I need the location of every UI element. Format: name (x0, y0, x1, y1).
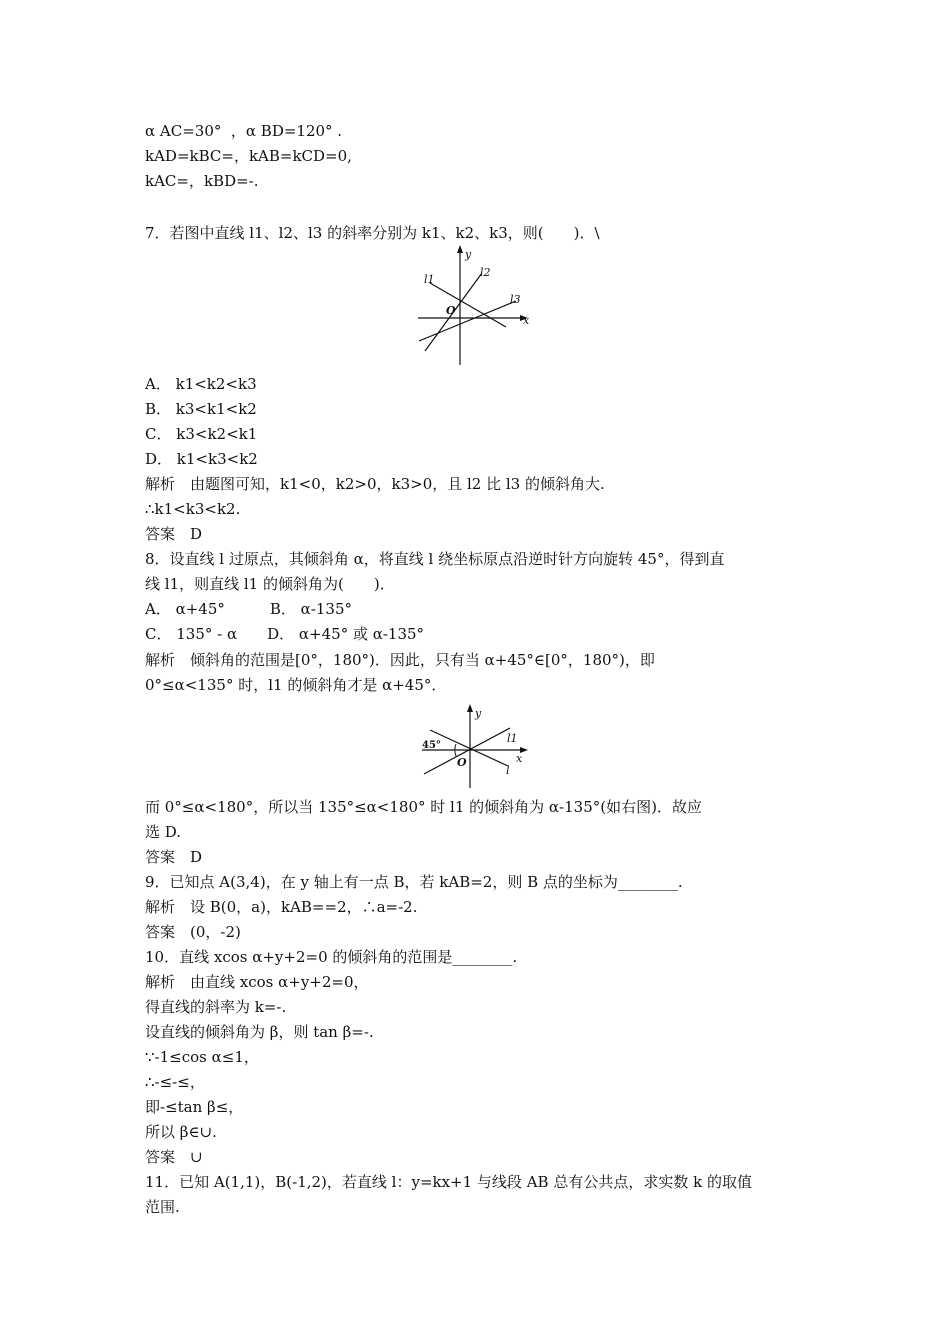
question-9: 9．已知点 A(3,4)，在 y 轴上有一点 B，若 kAB=2，则 B 点的坐标为________. (145, 873, 683, 891)
origin-label: O (457, 756, 467, 769)
answer-line: 答案 D (145, 525, 203, 543)
text-line: kAD=kBC=，kAB=kCD=0, (145, 147, 352, 165)
l3-label: l3 (510, 293, 521, 306)
y-axis-label: y (465, 248, 472, 261)
option-d: D． k1<k3<k2 (145, 450, 258, 468)
analysis-line: 解析 由题图可知，k1<0，k2>0，k3>0，且 l2 比 l3 的倾斜角大. (145, 475, 605, 493)
l1-label: l1 (424, 273, 435, 286)
x-axis-label: x (523, 314, 530, 327)
y-axis-arrow (457, 245, 463, 253)
option-c: C． k3<k2<k1 (145, 425, 258, 443)
question-11-cont: 范围. (145, 1198, 180, 1216)
l-label: l (506, 764, 510, 777)
analysis-line: 所以 β∈∪. (145, 1123, 217, 1141)
analysis-line: 解析 设 B(0，a)，kAB==2，∴a=-2. (145, 898, 418, 916)
analysis-line: 选 D. (145, 823, 182, 841)
l2-label: l2 (480, 266, 491, 279)
y-axis-label: y (475, 707, 482, 720)
text-line: α AC=30° ，α BD=120° . (145, 122, 343, 140)
analysis-line: ∴k1<k3<k2. (145, 500, 241, 518)
question-7: 7．若图中直线 l1、l2、l3 的斜率分别为 k1、k2、k3，则( )．\ (145, 224, 600, 242)
answer-line: 答案 (0，-2) (145, 923, 241, 941)
analysis-line: ∴-≤-≤， (145, 1073, 205, 1091)
slope-lines-figure (414, 243, 536, 367)
analysis-line: 解析 倾斜角的范围是[0°，180°)．因此，只有当 α+45°∈[0°，180°)，即 (145, 651, 655, 669)
origin-label: O (446, 304, 456, 317)
analysis-line: 得直线的斜率为 k=-. (145, 998, 287, 1016)
line-l3 (419, 301, 516, 341)
question-8-cont: 线 l1，则直线 l1 的倾斜角为( )． (145, 575, 395, 593)
analysis-line: 设直线的倾斜角为 β，则 tan β=-. (145, 1023, 374, 1041)
question-10: 10．直线 xcos α+y+2=0 的倾斜角的范围是________. (145, 948, 518, 966)
l1-label: l1 (507, 732, 518, 745)
option-b: B． k3<k1<k2 (145, 400, 257, 418)
analysis-line: 0°≤α<135° 时，l1 的倾斜角才是 α+45°． (145, 676, 447, 694)
question-11: 11．已知 A(1,1)，B(-1,2)，若直线 l：y=kx+1 与线段 AB 总有公共点，求实数 k 的取值 (145, 1173, 752, 1191)
answer-line: 答案 D (145, 848, 203, 866)
option-a: A． k1<k2<k3 (145, 375, 257, 393)
answer-line: 答案 ∪ (145, 1148, 203, 1166)
text-line: kAC=，kBD=-. (145, 172, 259, 190)
line-l1 (424, 728, 510, 774)
analysis-line: 即-≤tan β≤， (145, 1098, 244, 1116)
options-cd: C． 135° - α D． α+45° 或 α-135° (145, 625, 425, 643)
question-8: 8．设直线 l 过原点，其倾斜角 α，将直线 l 绕坐标原点沿逆时针方向旋转 45°，得到直 (145, 550, 725, 568)
angle-label: 45° (422, 740, 441, 751)
y-axis-arrow (467, 704, 473, 712)
analysis-line: 而 0°≤α<180°，所以当 135°≤α<180° 时 l1 的倾斜角为 α-135°(如右图)．故应 (145, 798, 702, 816)
options-ab: A． α+45° B． α-135° (145, 600, 353, 618)
x-axis-label: x (516, 752, 523, 765)
analysis-line: ∵-1≤cos α≤1， (145, 1048, 259, 1066)
analysis-line: 解析 由直线 xcos α+y+2=0， (145, 973, 369, 991)
rotation-figure (418, 702, 534, 790)
